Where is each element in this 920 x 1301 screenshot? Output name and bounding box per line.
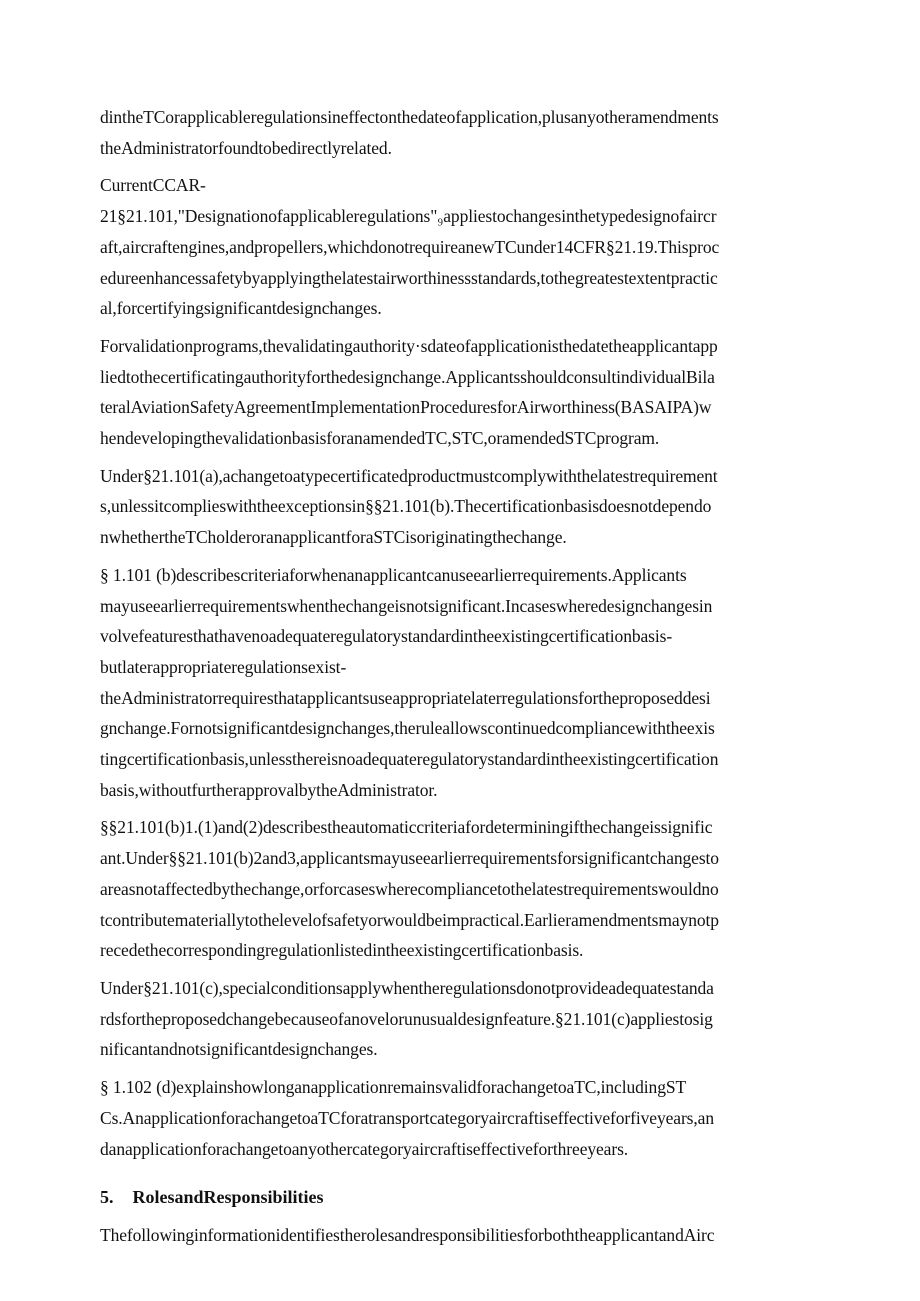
section-number: 5. bbox=[100, 1187, 114, 1208]
text-line: aft,aircraftengines,andpropellers,whichdonotrequireanewTCunder14CFR§21.19.Thisproc bbox=[100, 236, 720, 257]
text-line: liedtothecertificatingauthorityforthedesignchange.ApplicantsshouldconsultindividualBila bbox=[100, 366, 715, 387]
text-line: gnchange.Fornotsignificantdesignchanges,theruleallowscontinuedcompliancewiththeexis bbox=[100, 718, 715, 739]
text-line: nwhethertheTCholderoranapplicantforaSTCisoriginatingthechange. bbox=[100, 527, 567, 548]
section-heading bbox=[100, 1184, 822, 1210]
text-line: Under§21.101(c),specialconditionsapplywhentheregulationsdonotprovideadequatestanda bbox=[100, 977, 714, 998]
text-line: recedethecorrespondingregulationlistedintheexistingcertificationbasis. bbox=[100, 940, 584, 961]
paragraph bbox=[100, 102, 822, 163]
paragraph bbox=[100, 461, 822, 553]
text-line: teralAviationSafetyAgreementImplementationProceduresforAirworthiness(BASAIPA)w bbox=[100, 397, 712, 418]
text-line: tcontributemateriallytothelevelofsafetyorwouldbeimpractical.Earlieramendmentsmaynotp bbox=[100, 909, 719, 930]
section-title: RolesandResponsibilities bbox=[132, 1187, 324, 1208]
text-line: mayuseearlierrequirementswhenthechangeisnotsignificant.Incaseswheredesignchangesin bbox=[100, 595, 713, 616]
text-line: danapplicationforachangetoanyothercategoryaircraftiseffectiveforthreeyears. bbox=[100, 1138, 629, 1159]
text-line: CurrentCCAR- bbox=[100, 175, 206, 196]
text-line: ThefollowinginformationidentifiestherolesandresponsibilitiesforboththeapplicantandAirc bbox=[100, 1225, 715, 1246]
document-page bbox=[100, 102, 822, 1258]
paragraph bbox=[100, 1072, 822, 1164]
text-line: basis,withoutfurtherapprovalbytheAdministrator. bbox=[100, 779, 438, 800]
text-line: ant.Under§§21.101(b)2and3,applicantsmayuseearlierrequirementsforsignificantchangesto bbox=[100, 848, 719, 869]
text-line: § 1.102 (d)explainshowlonganapplicationremainsvalidforachangetoaTC,includingST bbox=[100, 1077, 687, 1098]
text-line: 21§21.101,"Designationofapplicableregulations"₉appliestochangesinthetypedesignofaircr bbox=[100, 206, 717, 227]
text-line: theAdministratorfoundtobedirectlyrelated. bbox=[100, 137, 392, 158]
text-line: Forvalidationprograms,thevalidatingauthority·sdateofapplicationisthedatetheapplicantapp bbox=[100, 335, 718, 356]
text-line: theAdministratorrequiresthatapplicantsuseappropriatelaterregulationsfortheproposeddesi bbox=[100, 687, 711, 708]
text-line: Under§21.101(a),achangetoatypecertificatedproductmustcomplywiththelatestrequirement bbox=[100, 465, 718, 486]
text-line: al,forcertifyingsignificantdesignchanges. bbox=[100, 298, 382, 319]
text-line: Cs.AnapplicationforachangetoaTCforatransportcategoryaircraftiseffectiveforfiveyears,an bbox=[100, 1107, 714, 1128]
text-line: hendevelopingthevalidationbasisforanamendedTC,STC,oramendedSTCprogram. bbox=[100, 428, 660, 449]
text-line: volvefeaturesthathavenoadequateregulatorystandardintheexistingcertificationbasis- bbox=[100, 626, 673, 647]
text-line: §§21.101(b)1.(1)and(2)describestheautomaticcriteriafordeterminingifthechangeissignific bbox=[100, 817, 713, 838]
text-line: tingcertificationbasis,unlessthereisnoadequateregulatorystandardintheexistingcertification bbox=[100, 749, 719, 770]
text-line: nificantandnotsignificantdesignchanges. bbox=[100, 1039, 378, 1060]
paragraph bbox=[100, 331, 822, 454]
body-text bbox=[100, 102, 822, 1164]
text-line: s,unlessitcomplieswiththeexceptionsin§§21.101(b).Thecertificationbasisdoesnotdependo bbox=[100, 496, 712, 517]
text-line: § 1.101 (b)describescriteriaforwhenanapplicantcanuseearlierrequirements.Applicants bbox=[100, 564, 687, 585]
paragraph bbox=[100, 170, 822, 324]
text-line: areasnotaffectedbythechange,orforcaseswherecompliancetothelatestrequirementswouldno bbox=[100, 878, 719, 899]
text-line: butlaterappropriateregulationsexist- bbox=[100, 656, 347, 677]
final-paragraph bbox=[100, 1220, 822, 1251]
text-line: edureenhancessafetybyapplyingthelatestairworthinessstandards,tothegreatestextentpractic bbox=[100, 267, 718, 288]
paragraph bbox=[100, 560, 822, 806]
paragraph bbox=[100, 812, 822, 966]
text-line: rdsfortheproposedchangebecauseofanovelorunusualdesignfeature.§21.101(c)appliestosig bbox=[100, 1008, 713, 1029]
paragraph bbox=[100, 1220, 822, 1251]
paragraph bbox=[100, 973, 822, 1065]
text-line: dintheTCorapplicableregulationsineffectonthedateofapplication,plusanyotheramendments bbox=[100, 107, 719, 127]
